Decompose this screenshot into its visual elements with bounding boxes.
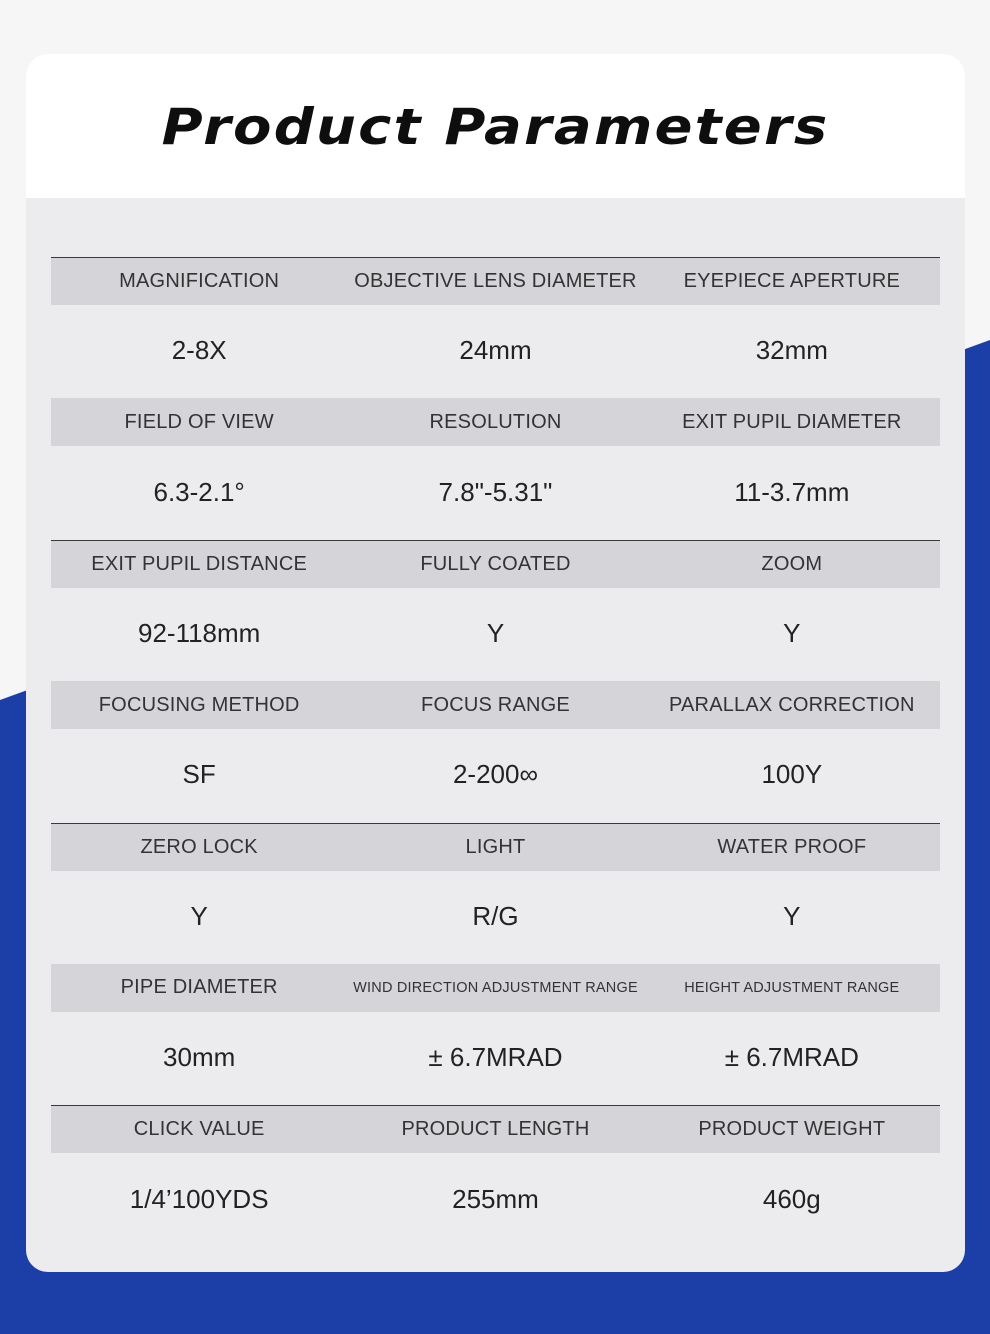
label-row <box>51 681 940 729</box>
param-value: 32mm <box>755 335 828 366</box>
table-row-group <box>51 398 940 539</box>
param-value: 11-3.7mm <box>734 476 850 507</box>
param-label: FIELD OF VIEW <box>124 410 274 433</box>
param-label: WIND DIRECTION ADJUSTMENT RANGE <box>353 979 638 996</box>
param-label: PIPE DIAMETER <box>120 976 278 999</box>
param-label: WATER PROOF <box>717 835 867 858</box>
param-value: Y <box>783 900 801 931</box>
param-label: PARALLAX CORRECTION <box>668 693 915 716</box>
param-value: SF <box>182 759 216 790</box>
value-row <box>51 1153 940 1246</box>
param-value: ± 6.7MRAD <box>428 1042 563 1073</box>
param-value: Y <box>783 617 801 648</box>
param-label: RESOLUTION <box>429 410 562 433</box>
param-value: 6.3-2.1° <box>153 476 245 507</box>
param-label: FULLY COATED <box>420 552 571 575</box>
param-value: 1/4’100YDS <box>129 1183 269 1214</box>
param-label: FOCUS RANGE <box>421 693 570 716</box>
param-value: 30mm <box>163 1042 236 1073</box>
table-row-group <box>51 823 940 964</box>
param-value: 92-118mm <box>137 617 261 648</box>
param-value: 100Y <box>761 759 823 790</box>
param-value: 460g <box>762 1183 821 1214</box>
label-row <box>51 823 940 871</box>
param-value: 255mm <box>452 1183 539 1214</box>
param-value: 2-8X <box>171 335 227 366</box>
table-row-group <box>51 964 940 1105</box>
param-value: Y <box>486 617 505 648</box>
label-row <box>51 257 940 305</box>
param-value: R/G <box>472 900 519 931</box>
param-label: PRODUCT WEIGHT <box>698 1118 886 1141</box>
table-row-group <box>51 1105 940 1246</box>
param-value: 24mm <box>459 335 532 366</box>
page-title: Product Parameters <box>161 98 830 156</box>
table-row-group <box>51 681 940 822</box>
param-label: EXIT PUPIL DIAMETER <box>682 410 902 433</box>
param-value: 2-200∞ <box>452 759 539 790</box>
param-label: HEIGHT ADJUSTMENT RANGE <box>684 979 900 996</box>
value-row <box>51 305 940 398</box>
value-row <box>51 871 940 964</box>
param-label: ZOOM <box>761 552 823 575</box>
parameters-card <box>26 54 965 1272</box>
param-label: LIGHT <box>465 835 526 858</box>
table-row-group <box>51 257 940 398</box>
param-label: OBJECTIVE LENS DIAMETER <box>354 270 637 292</box>
param-value: ± 6.7MRAD <box>724 1042 859 1073</box>
label-row <box>51 964 940 1012</box>
label-row <box>51 1105 940 1153</box>
param-value: Y <box>190 900 208 931</box>
param-label: PRODUCT LENGTH <box>401 1118 590 1141</box>
value-row <box>51 729 940 822</box>
card-header <box>26 54 965 198</box>
table-row-group <box>51 540 940 681</box>
label-row <box>51 398 940 446</box>
value-row <box>51 1012 940 1105</box>
param-label: FOCUSING METHOD <box>98 693 300 716</box>
param-label: ZERO LOCK <box>140 835 258 858</box>
param-value: 7.8"-5.31" <box>438 476 553 507</box>
label-row <box>51 540 940 588</box>
value-row <box>51 588 940 681</box>
param-label: EXIT PUPIL DISTANCE <box>91 552 308 575</box>
param-label: MAGNIFICATION <box>119 270 280 292</box>
value-row <box>51 446 940 539</box>
parameters-table <box>51 257 940 1247</box>
param-label: CLICK VALUE <box>133 1118 265 1141</box>
param-label: EYEPIECE APERTURE <box>683 270 901 292</box>
